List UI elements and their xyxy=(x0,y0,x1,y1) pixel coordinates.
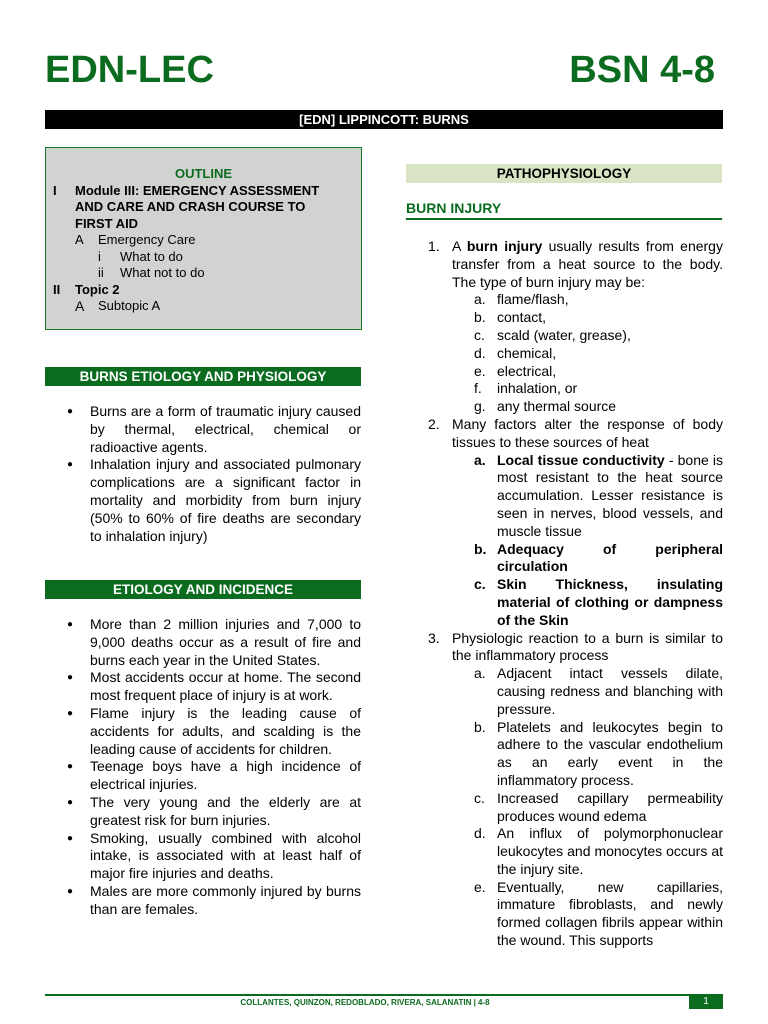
list-item xyxy=(406,825,723,878)
inflammation-steps-list xyxy=(406,665,723,950)
list-item xyxy=(406,345,723,363)
list-marker: c. xyxy=(474,576,486,593)
list-item xyxy=(406,380,723,398)
bold-term: Adequacy of peripheral circulation xyxy=(497,540,723,575)
list-item: ● Inhalation injury and associated pulmonary complications are a significant factor in mortality and morbidity from burn injury (50% to 60% of fire deaths are secondary to inhalation injury) xyxy=(45,456,361,545)
outline-num: A xyxy=(75,298,85,314)
list-item xyxy=(406,416,723,452)
text: inhalation, or xyxy=(497,380,578,397)
outline-text: Topic 2 xyxy=(75,281,120,297)
text: any thermal source xyxy=(497,398,617,415)
list-marker: e. xyxy=(474,878,486,895)
bold-term: Skin Thickness, insulating material of clothing or dampness of the Skin xyxy=(497,576,723,628)
document-title: [EDN] LIPPINCOTT: BURNS xyxy=(45,110,723,129)
type-list xyxy=(406,291,723,416)
text: Increased capillary permeability produces wound edema xyxy=(497,789,723,824)
list-item xyxy=(406,309,723,327)
list-item xyxy=(406,541,723,577)
page-number: 1 xyxy=(689,995,723,1009)
outline-text: AND CARE AND CRASH COURSE TO xyxy=(75,199,306,214)
list-item xyxy=(406,327,723,345)
list-item xyxy=(406,363,723,381)
outline-text: What not to do xyxy=(120,265,205,280)
outline-subitem-b xyxy=(46,298,361,315)
text: contact, xyxy=(497,309,547,326)
outline-text: Emergency Care xyxy=(98,232,196,247)
text: Platelets and leukocytes begin to adhere to the vascular endothelium as an early event in the inflammatory process. xyxy=(497,718,723,788)
outline-subitem-a-i xyxy=(46,249,361,266)
list-item: ● The very young and the elderly are at greatest risk for burn injuries. xyxy=(45,794,361,830)
list-marker: c. xyxy=(474,326,485,343)
outline-num: II xyxy=(53,281,61,297)
outline-text: What to do xyxy=(120,248,183,264)
text: Adjacent intact vessels dilate, causing redness and blanching with pressure. xyxy=(497,665,723,717)
list-item: ● Teenage boys have a high incidence of electrical injuries. xyxy=(45,758,361,794)
text: A xyxy=(452,238,467,254)
text: An influx of polymorphonuclear leukocytes and monocytes occurs at the injury site. xyxy=(497,825,723,877)
outline-num: A xyxy=(75,232,84,247)
footer-rule xyxy=(45,994,723,996)
outline-item-1 xyxy=(46,183,361,200)
list-marker: 1. xyxy=(428,238,440,254)
outline-text: Subtopic A xyxy=(98,298,161,313)
outline-title: OUTLINE xyxy=(174,166,233,181)
list-item: ● Males are more commonly injured by burns than are females. xyxy=(45,883,361,919)
outline-num: I xyxy=(53,182,57,198)
outline-item-2 xyxy=(46,282,361,299)
course-code: EDN-LEC xyxy=(45,49,214,91)
bold-term: Local tissue conductivity xyxy=(497,451,665,468)
pathophysiology-content xyxy=(406,238,723,950)
list-item: ● Smoking, usually combined with alcohol intake, is associated with at least half of major fire injuries and deaths. xyxy=(45,830,361,883)
list-item: ● Flame injury is the leading cause of accidents for adults, and scalding is the leading cause of accidents for children. xyxy=(45,705,361,758)
list-item: ● More than 2 million injuries and 7,000 to 9,000 deaths occur as a result of fire and burns each year in the United States. xyxy=(45,616,361,669)
text: Eventually, new capillaries, immature fibroblasts, and newly formed collagen fibrils appear within the wound. This supports xyxy=(497,878,723,949)
list-marker: 3. xyxy=(428,629,440,646)
list-marker: d. xyxy=(474,344,486,361)
section-heading-pathophysiology: PATHOPHYSIOLOGY xyxy=(406,164,722,183)
text: Physiologic reaction to a burn is similar to the inflammatory process xyxy=(452,629,723,664)
list-marker: 2. xyxy=(428,415,440,432)
list-item xyxy=(406,719,723,790)
text: flame/flash, xyxy=(497,291,569,308)
outline-text: FIRST AID xyxy=(75,215,139,231)
list-marker: a. xyxy=(474,451,486,468)
list-marker: d. xyxy=(474,825,486,842)
list-item xyxy=(406,238,723,291)
list-item xyxy=(406,452,723,541)
footer-authors: COLLANTES, QUINZON, REDOBLADO, RIVERA, SALANATIN | 4-8 xyxy=(240,998,490,1007)
text: Many factors alter the response of body tissues to these sources of heat xyxy=(452,415,723,450)
list-item: ● Most accidents occur at home. The second most frequent place of injury is at work. xyxy=(45,669,361,705)
list-marker: b. xyxy=(474,718,486,735)
list-marker: a. xyxy=(474,291,486,308)
etiology-physiology-list xyxy=(45,403,361,545)
list-item xyxy=(406,291,723,309)
list-item xyxy=(406,630,723,666)
text: - bone is most resistant to the heat source accumulation. Lesser resistance is seen in nerves, blood vessels, and muscle tissue xyxy=(497,451,723,539)
list-marker: a. xyxy=(474,665,486,682)
list-marker: c. xyxy=(474,789,485,806)
section-code: BSN 4-8 xyxy=(569,49,715,91)
text: usually results from energy transfer from a heat source to the body. The type of burn injury may be: xyxy=(452,238,723,290)
list-marker: e. xyxy=(474,362,486,379)
list-item xyxy=(406,398,723,416)
outline-box xyxy=(45,147,362,330)
outline-subitem-a xyxy=(46,232,361,249)
outline-subitem-a-ii xyxy=(46,265,361,282)
text: chemical, xyxy=(497,344,557,361)
outline-item-1-cont xyxy=(46,199,361,216)
outline-num: ii xyxy=(98,265,104,280)
list-item xyxy=(406,879,723,950)
subheading-burn-injury: BURN INJURY xyxy=(406,200,722,220)
outline-text: Module III: EMERGENCY ASSESSMENT xyxy=(75,182,320,198)
section-heading-etiology-physiology: BURNS ETIOLOGY AND PHYSIOLOGY xyxy=(45,367,361,386)
outline-item-1-cont2 xyxy=(46,216,361,233)
section-heading-etiology-incidence: ETIOLOGY AND INCIDENCE xyxy=(45,580,361,599)
text: electrical, xyxy=(497,362,557,379)
list-item: ● Burns are a form of traumatic injury caused by thermal, electrical, chemical or radioactive agents. xyxy=(45,403,361,456)
etiology-incidence-list xyxy=(45,616,361,919)
list-marker: b. xyxy=(474,309,486,326)
list-marker: f. xyxy=(474,380,482,397)
bold-term: burn injury xyxy=(466,238,543,254)
list-marker: b. xyxy=(474,540,487,557)
list-item xyxy=(406,576,723,629)
outline-num: i xyxy=(98,248,101,264)
text: scald (water, grease), xyxy=(497,326,631,343)
list-item xyxy=(406,665,723,718)
list-marker: g. xyxy=(474,398,486,415)
list-item xyxy=(406,790,723,826)
